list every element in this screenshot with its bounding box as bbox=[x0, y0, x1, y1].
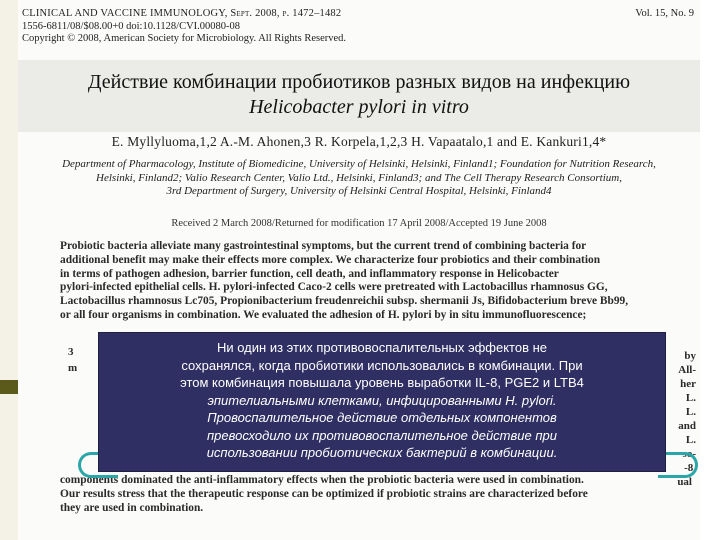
abstract-fragment: her bbox=[680, 378, 696, 390]
summary-callout bbox=[98, 332, 666, 472]
abstract-fragment: by bbox=[684, 350, 696, 362]
journal-volume: Vol. 15, No. 9 bbox=[635, 8, 694, 19]
journal-copyright: Copyright © 2008, American Society for Microbiology. All Rights Reserved. bbox=[22, 33, 347, 44]
slide-accent-block bbox=[0, 380, 18, 394]
abstract-bottom bbox=[60, 474, 660, 515]
article-received-dates: Received 2 March 2008/Returned for modification 17 April 2008/Accepted 19 June 2008 bbox=[171, 218, 547, 229]
abstract-fragment: L. bbox=[685, 434, 696, 446]
abstract-fragment: so- bbox=[682, 448, 696, 460]
scanned-article bbox=[18, 0, 700, 540]
abstract-line: they are used in combination. bbox=[60, 501, 204, 514]
slide-left-bar bbox=[0, 0, 18, 540]
article-authors: E. Myllyluoma,1,2 A.-M. Ahonen,3 R. Korpela,1,2,3 H. Vapaatalo,1 and E. Kankuri1,4* bbox=[111, 134, 607, 149]
abstract-top bbox=[60, 240, 660, 323]
slide-title bbox=[18, 60, 700, 132]
affiliation-line: 3rd Department of Surgery, University of Helsinki Central Hospital, Helsinki, Finland4 bbox=[166, 185, 552, 197]
callout-line: Ни один из этих противовоспалительных эффектов не bbox=[216, 340, 548, 355]
article-affiliations bbox=[18, 158, 700, 199]
callout-line-italic: использовании пробиотических бактерий в комбинации. bbox=[206, 445, 558, 460]
abstract-line: pylori-infected epithelial cells. H. pylori-infected Caco-2 cells were pretreated with Lactobacillus rhamnosus GG, bbox=[60, 281, 608, 294]
abstract-fragment: -8, bbox=[684, 462, 696, 474]
callout-line: сохранялся, когда пробиотики использовались в комбинации. При bbox=[181, 357, 583, 373]
abstract-line: Probiotic bacteria alleviate many gastrointestinal symptoms, but the current trend of combining bacteria for bbox=[60, 240, 587, 252]
abstract-fragment: L. bbox=[685, 392, 696, 404]
affiliation-line: Department of Pharmacology, Institute of Biomedicine, University of Helsinki, Helsinki, Finland1; Foundation for Nutrition Research, bbox=[62, 158, 656, 170]
abstract-line: Our results stress that the therapeutic response can be optimized if probiotic strains are characterized before bbox=[60, 487, 588, 500]
affiliation-line: Helsinki, Finland2; Valio Research Center, Valio Ltd., Helsinki, Finland3; and The Cell Therapy Research Consortium, bbox=[96, 171, 622, 184]
abstract-fragment: ual bbox=[677, 476, 692, 488]
abstract-line: in terms of pathogen adhesion, barrier function, cell death, and inflammatory response in Helicobacter bbox=[60, 267, 559, 280]
callout-line: этом комбинация повышала уровень выработки IL-8, PGE2 и LTB4 bbox=[180, 375, 584, 390]
journal-header bbox=[22, 8, 698, 56]
callout-line-italic: Провоспалительное действие отдельных компонентов bbox=[207, 410, 557, 425]
callout-line-italic: эпителиальными клетками, инфицированными H. pylori. bbox=[207, 392, 557, 408]
abstract-line: additional benefit may make their effects more complex. We characterize four probiotics and their combination bbox=[60, 253, 601, 266]
abstract-line: components dominated the anti-inflammatory effects when the probiotic bacteria were used in combination. bbox=[60, 474, 584, 486]
journal-doi: 1556-6811/08/$08.00+0 doi:10.1128/CVI.00080-08 bbox=[22, 20, 241, 32]
abstract-line: Lactobacillus rhamnosus Lc705, Propionibacterium freudenreichii subsp. shermanii Js, Bifidobacterium breve Bb99, bbox=[60, 295, 629, 308]
title-russian: Действие комбинации пробиотиков разных видов на инфекцию bbox=[87, 71, 631, 93]
abstract-fragment: m bbox=[68, 362, 78, 374]
journal-citation: CLINICAL AND VACCINE IMMUNOLOGY, Sept. 2008, p. 1472–1482 bbox=[22, 8, 342, 19]
abstract-fragment: and bbox=[678, 420, 696, 432]
abstract-line: or all four organisms in combination. We evaluated the adhesion of H. pylori by in situ immunofluorescence; bbox=[60, 308, 587, 321]
title-latin: Helicobacter pylori in vitro bbox=[249, 96, 469, 118]
callout-line-italic: превосходило их противовоспалительное действие при bbox=[207, 427, 557, 443]
abstract-fragment: L. bbox=[685, 406, 696, 418]
abstract-fragment: 3 bbox=[68, 346, 74, 358]
abstract-fragment: All- bbox=[678, 364, 696, 376]
